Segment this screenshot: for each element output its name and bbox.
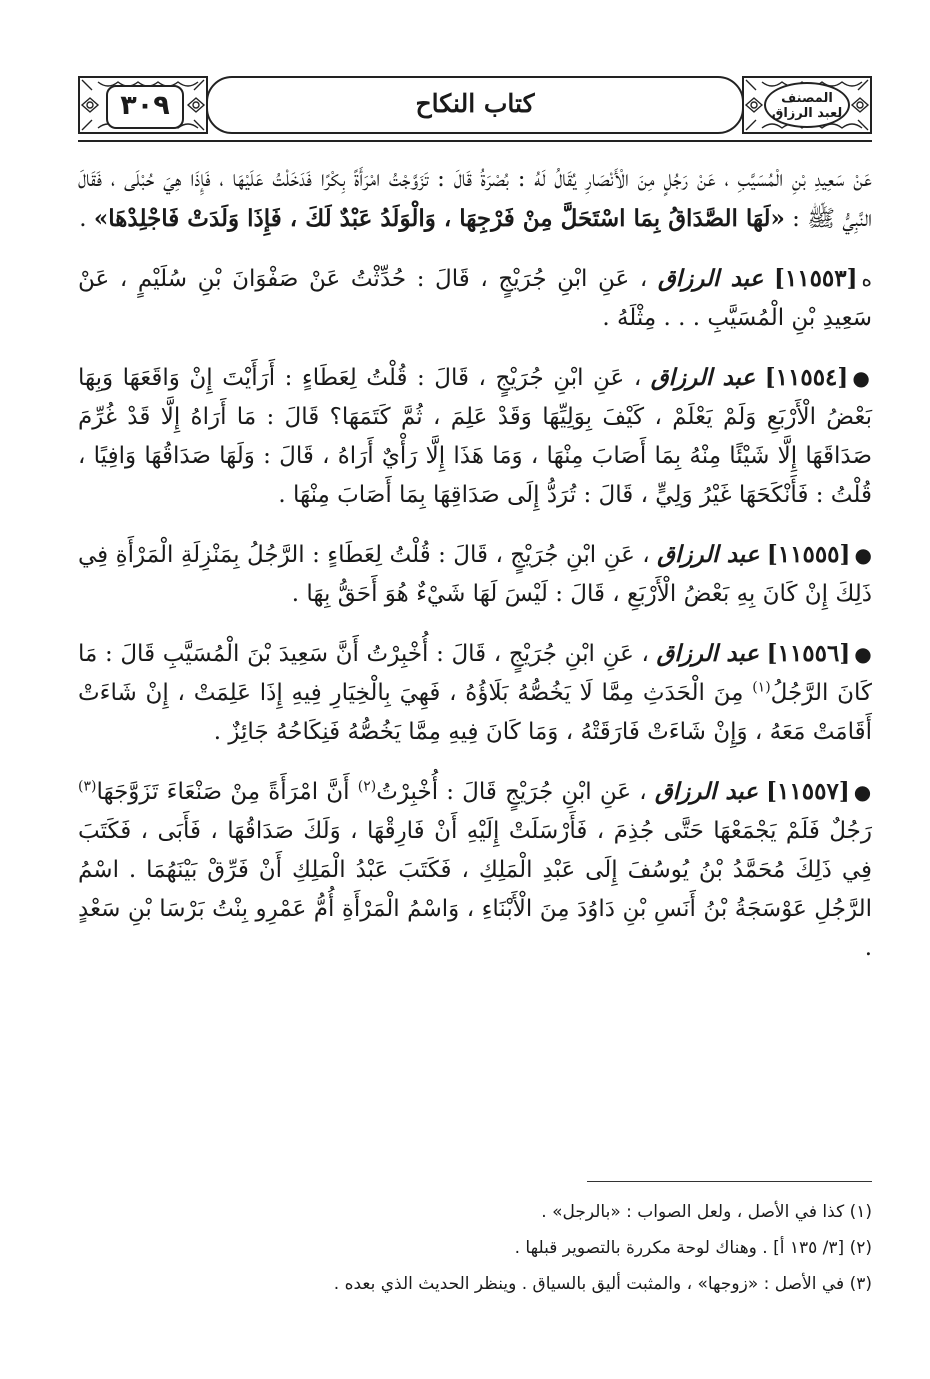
hadith-number: [١١٥٥٥] bbox=[766, 541, 851, 568]
left-ornament bbox=[78, 76, 208, 134]
hadith-11554 bbox=[78, 358, 872, 515]
narrator-name: عبد الرزاق bbox=[654, 778, 758, 805]
hadith-number: [١١٥٥٧] bbox=[766, 778, 850, 805]
hadith-text-cont-2: رَجُلٌ فَلَمْ يَجْمَعْهَا حَتَّى جُذِمَ ، فَأَرْسَلَتْ إِلَيْهِ أَنْ فَارِقْهَا ، وَلَكَ صَدَاقُهَا ، فَأَبَى ، فَكَتَبَ فِي ذَلِكَ مُحَمَّدُ بْنُ يُوسُفَ إِلَى عَبْدِ الْمَلِكِ ، فَكَتَبَ عَبْدُ الْمَلِكِ أَنْ فَرِّقْ بَيْنَهُمَا . اسْمُ الرَّجُلِ عَوْسَجَةُ بْنُ أَنَسِ بْنِ دَاوُدَ مِنَ الْأَبْنَاءِ ، وَاسْمُ الْمَرْأَةِ أُمُّ عَمْرِو بِنْتُ بَرْسَا بْنِ سَعْدٍ . bbox=[78, 818, 872, 961]
footnote-ref[interactable]: (٣) bbox=[78, 778, 97, 795]
logo-line-2: لعبد الرزاق bbox=[771, 106, 843, 121]
hadith-text-cont: مِنَ الْحَدَثِ مِمَّا لَا يَخُصُّهُ بَلَاؤُهُ ، فَهِيَ بِالْخِيَارِ فِيهِ إِذَا عَلِمَتْ ، إِنْ شَاءَتْ أَقَامَتْ مَعَهُ ، وَإِنْ شَاءَتْ فَارَقَتْهُ ، وَمَا كَانَ فِيهِ مِمَّا يَخُصُّهُ فَنِكَاحُهُ جَائِزٌ . bbox=[78, 680, 872, 745]
hadith-11555 bbox=[78, 535, 872, 614]
hadith-number: [١١٥٥٣] bbox=[773, 265, 858, 292]
hadith-text: ، عَنِ ابْنِ جُرَيْجٍ ، قَالَ : قُلْتُ لِعَطَاءٍ : الرَّجُلُ بِمَنْزِلَةِ الْمَرْأَةِ فِي ذَلِكَ إِنْ كَانَ بِهِ بَعْضُ الْأَرْبَعِ ، قَالَ : لَيْسَ لَهَا شَيْءٌ هُوَ أَحَقُّ بِهَا . bbox=[78, 542, 872, 607]
hadith-text: ، عَنِ ابْنِ جُرَيْجٍ ، قَالَ : أُخْبِرْتُ أَنَّ سَعِيدَ بْنَ الْمُسَيَّبِ قَالَ : مَا كَانَ الرَّجُلُ bbox=[78, 641, 873, 706]
bullet-marker-icon: ● bbox=[852, 366, 872, 390]
bullet-marker-icon: ● bbox=[853, 780, 873, 804]
main-text bbox=[78, 160, 872, 988]
book-title: كتاب النكاح bbox=[206, 76, 744, 134]
publisher-logo bbox=[764, 82, 850, 128]
circle-marker-icon: ه bbox=[861, 267, 873, 291]
narrator-name: عبد الرزاق bbox=[650, 364, 756, 391]
hadith-number: [١١٥٥٦] bbox=[766, 640, 851, 667]
footnote-3: (٣) في الأصل : «زوجها» ، والمثبت أليق بالسياق . وينظر الحديث الذي بعده . bbox=[333, 1274, 872, 1294]
narrator-name: عبد الرزاق bbox=[656, 640, 760, 667]
footnotes bbox=[78, 1194, 872, 1302]
narrator-name: عبد الرزاق bbox=[657, 541, 760, 568]
page-number: ٣٠٩ bbox=[106, 85, 184, 129]
hadith-text: ، عَنِ ابْنِ جُرَيْجٍ ، قَالَ : حُدِّثْتُ عَنْ صَفْوَانَ بْنِ سُلَيْمٍ ، عَنْ سَعِيدِ بْنِ الْمُسَيَّبِ . . . مِثْلَهُ . bbox=[78, 266, 872, 331]
intro-text: عَنْ سَعِيدِ بْنِ الْمُسَيَّبِ ، عَنْ رَجُلٍ مِنَ الْأَنْصَارِ يُقَالُ لَهُ : بُصْرَةُ قَالَ : تَزَوَّجْتُ امْرَأَةً بِكْرًا فَدَخَلْتُ عَلَيْهَا ، فَإِذَا هِيَ حُبْلَى ، فَقَالَ النَّبِيُّ ﷺ : bbox=[78, 166, 872, 232]
hadith-11556 bbox=[78, 634, 872, 752]
footnote-ref[interactable]: (١) bbox=[752, 679, 771, 696]
bullet-marker-icon: ● bbox=[854, 543, 873, 567]
footnote-2: (٢) [٣/ ١٣٥ أ] . وهناك لوحة مكررة بالتصوير قبلها . bbox=[514, 1238, 872, 1258]
hadith-11553 bbox=[78, 259, 872, 338]
hadith-text: ، عَنِ ابْنِ جُرَيْجٍ ، قَالَ : قُلْتُ لِعَطَاءٍ : أَرَأَيْتَ إِنْ وَاقَعَهَا وَبِهَا بَعْضُ الْأَرْبَعِ وَلَمْ يَعْلَمْ ، كَيْفَ بِوَلِيِّهَا وَقَدْ عَلِمَ ، ثُمَّ كَتَمَهَا؟ قَالَ : مَا أَرَاهُ إِلَّا قَدْ غُرِّمَ صَدَاقَهَا إِلَّا شَيْئًا مِنْهُ بِمَا أَصَابَ مِنْهَا ، وَمَا هَذَا إِلَّا رَأْيٌ أَرَاهُ ، قَالَ : وَلَهَا صَدَاقُهَا وَافِيًا ، قُلْتُ : فَأَنْكَحَهَا غَيْرُ وَلِيٍّ ، قَالَ : تُرَدُّ إِلَى صَدَاقِهَا بِمَا أَصَابَ مِنْهَا . bbox=[78, 365, 872, 508]
hadith-text-cont: أَنَّ امْرَأَةً مِنْ صَنْعَاءَ تَزَوَّجَهَا bbox=[96, 779, 358, 805]
header-divider bbox=[78, 140, 872, 142]
hadith-number: [١١٥٥٤] bbox=[764, 364, 849, 391]
footnote-1: (١) كذا في الأصل ، ولعل الصواب : «بالرجل» . bbox=[541, 1202, 872, 1222]
narrator-name: عبد الرزاق bbox=[657, 265, 764, 292]
hadith-text: ، عَنِ ابْنِ جُرَيْجٍ قَالَ : أُخْبِرْتُ bbox=[376, 779, 647, 805]
page-header bbox=[78, 76, 872, 134]
right-ornament bbox=[742, 76, 872, 134]
intro-end: . bbox=[79, 206, 94, 232]
bullet-marker-icon: ● bbox=[854, 642, 872, 666]
hadith-11557 bbox=[78, 772, 872, 968]
footnote-divider bbox=[587, 1181, 872, 1182]
intro-paragraph bbox=[78, 160, 872, 239]
logo-line-1: المصنف bbox=[781, 91, 833, 106]
footnote-ref[interactable]: (٢) bbox=[357, 778, 377, 795]
prophetic-quote: «لَهَا الصَّدَاقُ بِمَا اسْتَحَلَّ مِنْ فَرْجِهَا ، وَالْوَلَدُ عَبْدٌ لَكَ ، فَإِذَا وَلَدَتْ فَاجْلِدْهَا» bbox=[93, 205, 785, 232]
